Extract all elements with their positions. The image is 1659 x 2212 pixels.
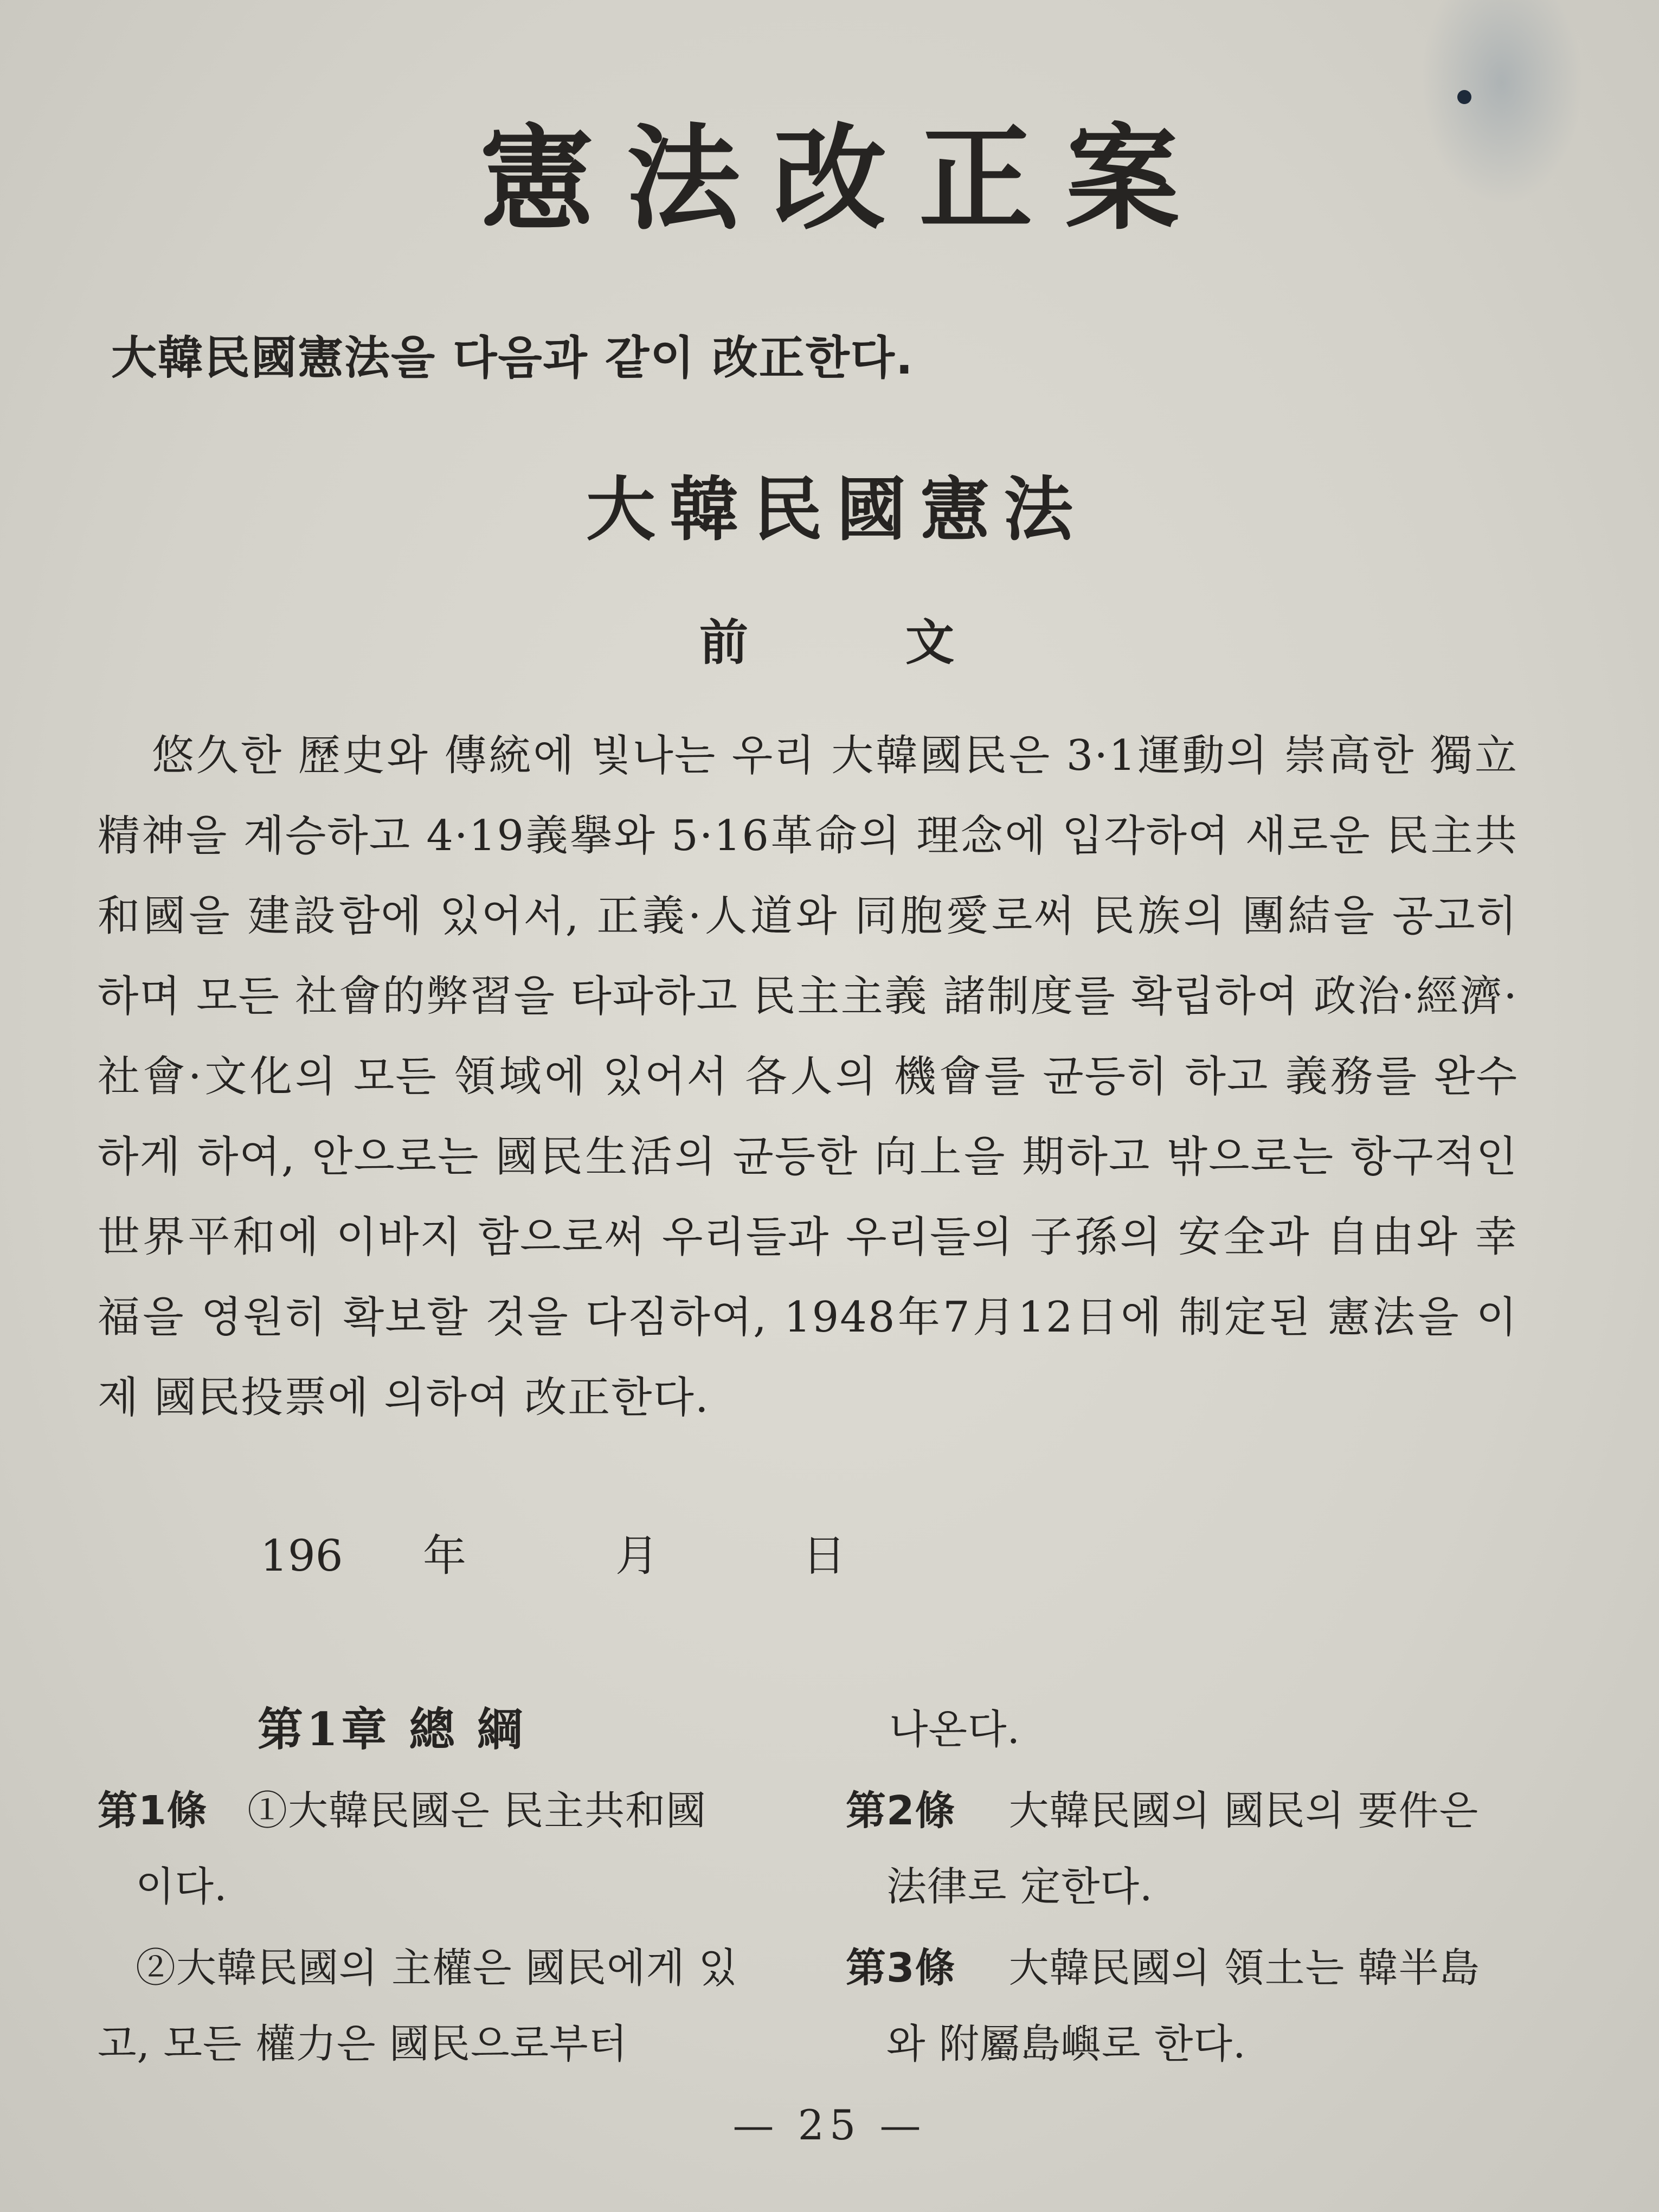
date-day-unit: 日 — [802, 1531, 846, 1581]
article-3-number: 第3條 — [846, 1945, 956, 1991]
preamble-title — [699, 610, 954, 675]
date-year-unit: 年 — [423, 1531, 466, 1581]
preamble-title-char-1: 前 — [699, 614, 748, 671]
page-number: — 25 — — [732, 2101, 927, 2149]
article-2 — [846, 1773, 1551, 2082]
date-month-unit: 月 — [615, 1531, 659, 1581]
article-1-clause-2-line-2: 고, 모든 權力은 國民으로부터 — [98, 2021, 628, 2067]
preamble-text: 悠久한 歷史와 傳統에 빛나는 우리 大韓國民은 3·1運動의 崇高한 獨立精神을 계승하고 4·19義擧와 5·16革命의 理念에 입각하여 새로운 民主共和國을 建設함에 있어서, 正義·人道와 同胞愛로써 民族의 團結을 공고히 하며 모든 社會的弊習을 타파하고 民主主義 諸制度를 확립하여 政治·經濟·社會·文化의 모든 領域에 있어서 各人의 機會를 균등히 하고 義務를 완수하게 하여, 안으로는 國民生活의 균등한 向上을 期하고 밖으로는 항구적인 世界平和에 이바지 함으로써 우리들과 우리들의 子孫의 安全과 自由와 幸福을 영원히 확보할 것을 다짐하여, 1948年7月12日에 制定된 憲法을 이제 國民投票에 의하여 改正한다. — [98, 731, 1518, 1422]
article-1-number: 第1條 — [98, 1787, 208, 1834]
article-2-line-1: 第2條 大韓民國의 國民의 要件은 — [846, 1787, 1479, 1834]
article-1 — [98, 1773, 792, 2082]
article-2-number: 第2條 — [846, 1787, 956, 1834]
article-1-clause-1: ①大韓民國은 民主共和國 — [247, 1787, 707, 1834]
chapter-continuation: 나온다. — [889, 1706, 1020, 1753]
article-3-line-1: 第3條 大韓民國의 領土는 韓半島 — [846, 1945, 1480, 1991]
document-title: 憲法改正案 — [479, 112, 1212, 246]
date-year: 196 — [260, 1531, 343, 1581]
article-1-line-2: 이다. — [136, 1863, 228, 1910]
article-2-line-2: 法律로 定한다. — [886, 1863, 1153, 1910]
article-1-clause-2-line-1: ②大韓民國의 主權은 國民에게 있 — [136, 1945, 738, 1991]
constitution-title: 大韓民國憲法 — [586, 469, 1087, 550]
preamble-title-char-2: 文 — [905, 614, 954, 671]
article-1-line-1 — [98, 1773, 792, 1849]
article-3-line-2: 와 附屬島嶼로 한다. — [886, 2021, 1246, 2067]
ink-dot — [1457, 90, 1471, 104]
amendment-statement: 大韓民國憲法을 다음과 같이 改正한다. — [111, 331, 914, 384]
chapter-heading: 第1章 總 綱 — [258, 1702, 526, 1756]
